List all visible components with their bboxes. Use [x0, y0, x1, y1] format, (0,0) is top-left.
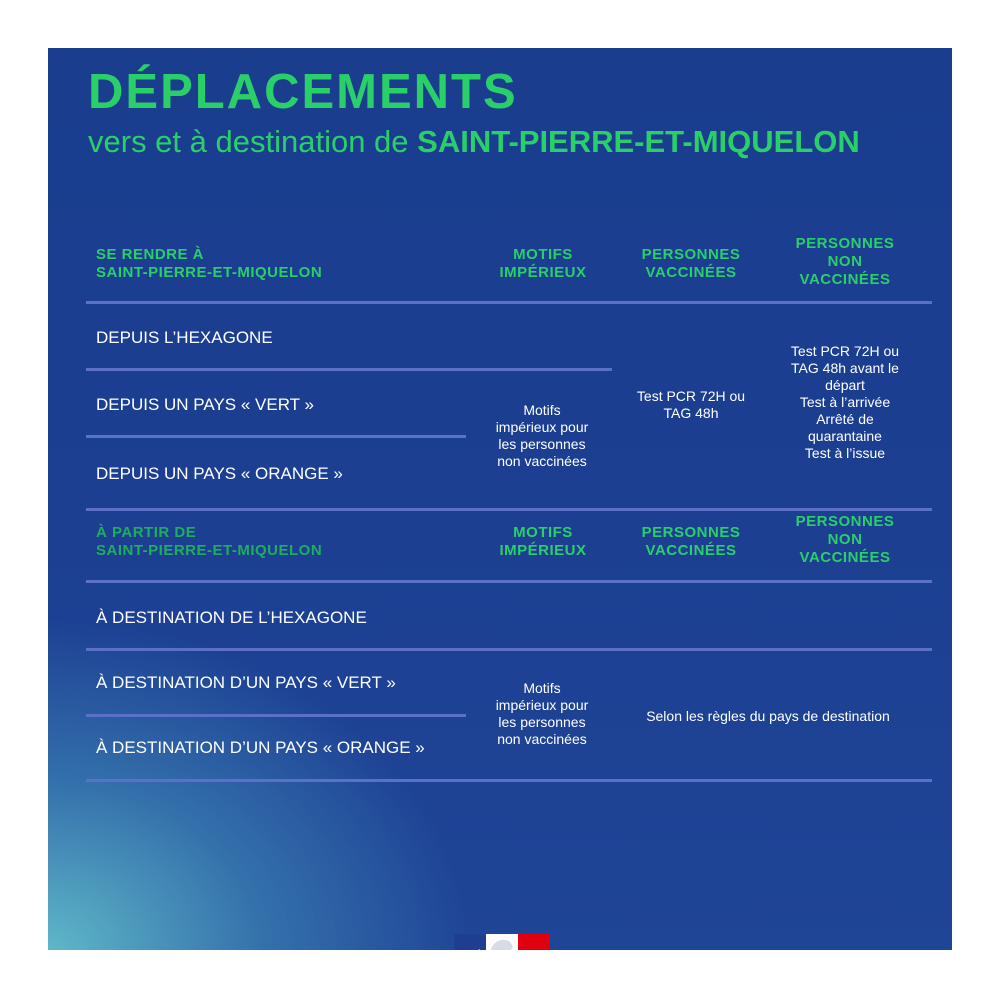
- header-line: À PARTIR DE: [96, 524, 197, 541]
- cell-line: Motifs: [523, 402, 561, 418]
- header-line: VACCINÉES: [799, 549, 891, 566]
- header-line: SE RENDRE À: [96, 246, 205, 263]
- page-subtitle: [88, 122, 860, 162]
- section2-rule-cell: Selon les règles du pays de destination: [646, 708, 890, 724]
- cell-line: les personnes: [498, 436, 586, 452]
- cell-line: non vaccinées: [497, 731, 587, 747]
- header-line: NON: [827, 253, 863, 270]
- section2-header-unvaccinated: [770, 513, 920, 567]
- header-line: VACCINÉES: [799, 271, 891, 288]
- flag-blue-band: [454, 934, 486, 950]
- row-label: DEPUIS L’HEXAGONE: [96, 328, 273, 347]
- section2-header-vaccinated: [616, 524, 766, 560]
- section1-header-vaccinated: [616, 246, 766, 282]
- cell-line: Test à l’arrivée: [799, 394, 891, 410]
- section2-motifs-cell: [472, 680, 612, 748]
- header-line: IMPÉRIEUX: [499, 542, 587, 559]
- row-label: DEPUIS UN PAYS « VERT »: [96, 395, 314, 414]
- header-line: PERSONNES: [641, 524, 741, 541]
- cell-line: Test à l’issue: [804, 445, 886, 461]
- cell-line: non vaccinées: [497, 453, 587, 469]
- divider: [86, 508, 932, 511]
- header-line: SAINT-PIERRE-ET-MIQUELON: [96, 264, 323, 281]
- header-line: PERSONNES: [795, 235, 895, 252]
- marianne-logo-icon: [454, 934, 550, 950]
- header-line: IMPÉRIEUX: [499, 264, 587, 281]
- header-line: VACCINÉES: [645, 542, 737, 559]
- cell-line: impérieux pour: [495, 697, 589, 713]
- header-line: PERSONNES: [641, 246, 741, 263]
- marianne-streaks-icon: [454, 934, 486, 950]
- header-line: MOTIFS: [513, 524, 573, 541]
- flag-red-band: [518, 934, 550, 950]
- section1-unvaccinated-cell: [770, 343, 920, 462]
- header-line: SAINT-PIERRE-ET-MIQUELON: [96, 542, 323, 559]
- cell-line: quarantaine: [808, 428, 882, 444]
- row-label: À DESTINATION D’UN PAYS « ORANGE »: [96, 738, 425, 757]
- divider: [86, 580, 932, 583]
- marianne-profile-icon: [486, 934, 518, 950]
- divider: [86, 648, 932, 651]
- divider: [86, 301, 932, 304]
- row-label: À DESTINATION D’UN PAYS « VERT »: [96, 673, 396, 692]
- divider: [86, 714, 466, 717]
- cell-line: les personnes: [498, 714, 586, 730]
- cell-line: Arrêté de: [816, 411, 874, 427]
- page-title: DÉPLACEMENTS: [88, 65, 518, 119]
- section2-header-origin: [96, 524, 476, 560]
- section1-vaccinated-cell: [616, 388, 766, 422]
- section2-header-motifs: [473, 524, 613, 560]
- infographic-card: [48, 48, 952, 950]
- flag-white-band: [486, 934, 518, 950]
- subtitle-place: SAINT-PIERRE-ET-MIQUELON: [417, 124, 860, 159]
- header-line: PERSONNES: [795, 513, 895, 530]
- section1-header-unvaccinated: [770, 235, 920, 289]
- divider: [86, 779, 932, 782]
- cell-line: TAG 48h avant le: [791, 360, 899, 376]
- section1-header-motifs: [473, 246, 613, 282]
- section1-header-destination: [96, 246, 476, 282]
- divider: [86, 435, 466, 438]
- cell-line: Test PCR 72H ou: [790, 343, 900, 359]
- cell-line: départ: [825, 377, 865, 393]
- subtitle-prefix: vers et à destination de: [88, 124, 418, 159]
- section1-motifs-cell: [472, 402, 612, 470]
- header-line: MOTIFS: [513, 246, 573, 263]
- cell-line: Test PCR 72H ou: [636, 388, 746, 404]
- cell-line: Motifs: [523, 680, 561, 696]
- cell-line: impérieux pour: [495, 419, 589, 435]
- row-label: À DESTINATION DE L’HEXAGONE: [96, 608, 367, 627]
- row-label: DEPUIS UN PAYS « ORANGE »: [96, 464, 343, 483]
- header-line: NON: [827, 531, 863, 548]
- cell-line: TAG 48h: [663, 405, 719, 421]
- header-line: VACCINÉES: [645, 264, 737, 281]
- divider: [86, 368, 612, 371]
